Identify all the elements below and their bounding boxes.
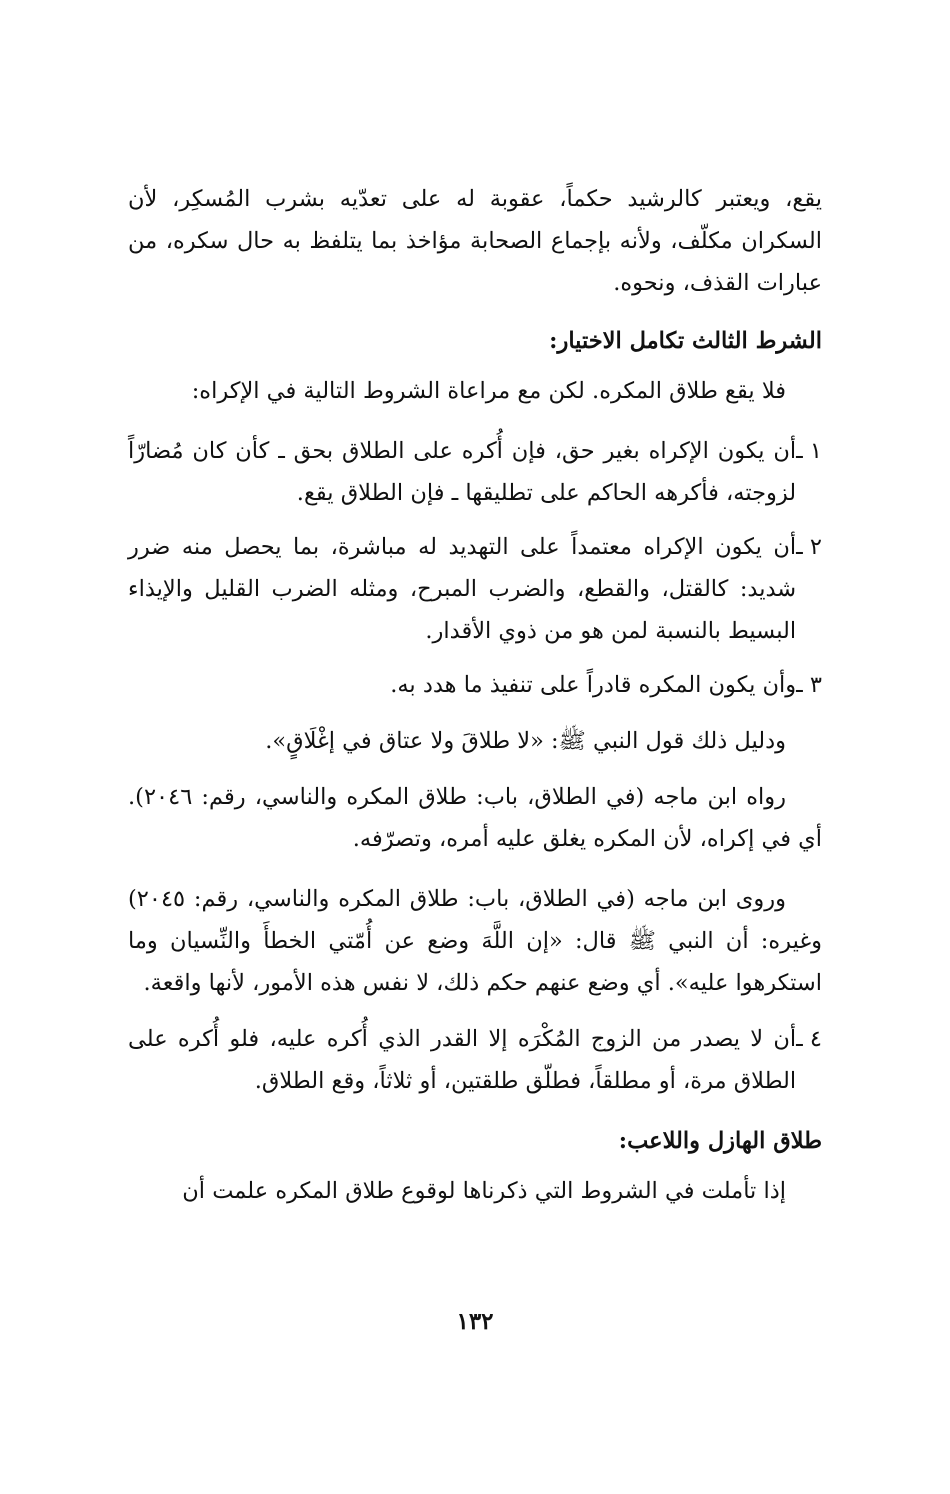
list-item-1 [128,430,822,514]
list-item-text: أن لا يصدر من الزوج المُكْرَه إلا القدر الذي أُكره عليه، فلو أُكره على الطلاق مرة، أو مطلقاً، فطلّق طلقتين، أو ثلاثاً، وقع الطلاق. [128,1026,797,1094]
list-item-2 [128,526,822,652]
list-item-number: ٤ ـ [796,1026,822,1052]
joker-paragraph: إذا تأملت في الشروط التي ذكرناها لوقوع طلاق المكره علمت أن [182,1178,786,1204]
intro-paragraph: يقع، ويعتبر كالرشيد حكماً، عقوبة له على تعدّيه بشرب المُسكِر، لأن السكران مكلّف، ولأنه بإجماع الصحابة مؤاخذ بما يتلفظ به حال سكره، من عبارات القذف، ونحوه. [128,186,822,296]
heading-joker-divorce: طلاق الهازل واللاعب: [618,1128,822,1154]
list-item-3 [128,664,822,706]
list-item-number: ٣ ـ [796,672,822,698]
list-item-number: ٢ ـ [796,534,822,560]
heading-third-condition: الشرط الثالث تكامل الاختيار: [549,328,822,354]
evidence-paragraph: ودليل ذلك قول النبي ﷺ: «لا طلاقَ ولا عتاق في إغْلَاقٍ». [265,728,786,754]
ibn-majah-paragraph-1: رواه ابن ماجه (في الطلاق، باب: طلاق المكره والناسي، رقم: ٢٠٤٦). أي في إكراه، لأن المكره يغلق عليه أمره، وتصرّفه. [128,784,822,852]
ibn-majah-paragraph-2: وروى ابن ماجه (في الطلاق، باب: طلاق المكره والناسي، رقم: ٢٠٤٥) وغيره: أن النبي ﷺ قال: «إن اللَّهَ وضع عن أُمّتي الخطأَ والنِّسيان وما استكرهوا عليه». أي وضع عنهم حكم ذلك، لا نفس هذه الأمور، لأنها واقعة. [128,886,822,996]
list-item-text: أن يكون الإكراه بغير حق، فإن أُكره على الطلاق بحق ـ كأن كان مُضارّاً لزوجته، فأكرهه الحاكم على تطليقها ـ فإن الطلاق يقع. [128,438,797,506]
list-item-text: وأن يكون المكره قادراً على تنفيذ ما هدد به. [390,672,797,698]
list-item-number: ١ ـ [796,438,822,464]
list-item-text: أن يكون الإكراه معتمداً على التهديد له مباشرة، بما يحصل منه ضرر شديد: كالقتل، والقطع، والضرب المبرح، ومثله الضرب القليل والإيذاء البسيط بالنسبة لمن هو من ذوي الأقدار. [128,534,797,644]
third-condition-paragraph: فلا يقع طلاق المكره. لكن مع مراعاة الشروط التالية في الإكراه: [191,378,786,404]
list-item-4 [128,1018,822,1102]
page-body [128,178,822,1212]
page-number: ١٣٢ [456,1308,494,1335]
